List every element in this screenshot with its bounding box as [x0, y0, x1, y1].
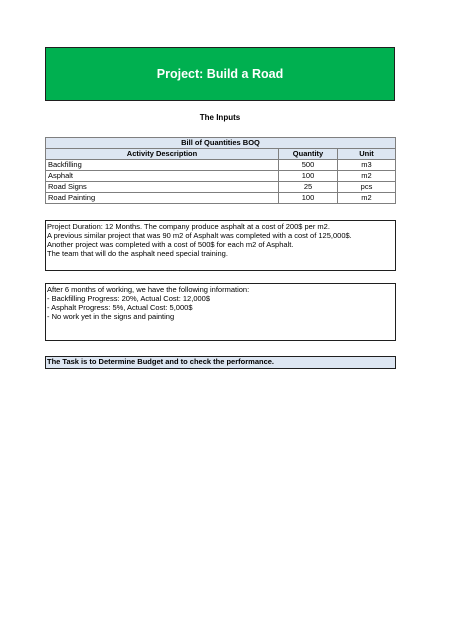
cell-quantity: 100: [279, 171, 338, 182]
header-quantity: Quantity: [279, 149, 338, 160]
table-row: [46, 182, 396, 193]
cell-activity: Road Signs: [46, 182, 279, 193]
project-info-box: [45, 220, 396, 271]
progress-line: After 6 months of working, we have the following information:: [47, 285, 250, 294]
table-row: [46, 171, 396, 182]
cell-unit: m2: [338, 171, 396, 182]
cell-activity: Backfilling: [46, 160, 279, 171]
section-subtitle: The Inputs: [199, 113, 241, 122]
progress-info-box: [45, 283, 396, 341]
progress-line: - Asphalt Progress: 5%, Actual Cost: 5,000$: [47, 303, 193, 312]
cell-activity: Asphalt: [46, 171, 279, 182]
info-line: Another project was completed with a cost of 500$ for each m2 of Asphalt.: [47, 240, 294, 249]
cell-unit: m2: [338, 193, 396, 204]
progress-line: - Backfilling Progress: 20%, Actual Cost: 12,000$: [47, 294, 211, 303]
info-line: Project Duration: 12 Months. The company produce asphalt at a cost of 200$ per m2.: [47, 222, 330, 231]
table-row: [46, 193, 396, 204]
cell-quantity: 25: [279, 182, 338, 193]
info-line: The team that will do the asphalt need special training.: [47, 249, 228, 258]
boq-table: [45, 137, 396, 204]
info-line: A previous similar project that was 90 m2 of Asphalt was completed with a cost of 125,000$.: [47, 231, 352, 240]
title-banner: [45, 47, 395, 101]
table-row: [46, 160, 396, 171]
page-title: Project: Build a Road: [156, 67, 284, 81]
header-unit: Unit: [338, 149, 396, 160]
cell-unit: m3: [338, 160, 396, 171]
header-activity: Activity Description: [46, 149, 279, 160]
cell-activity: Road Painting: [46, 193, 279, 204]
boq-caption: Bill of Quantities BOQ: [46, 138, 396, 149]
cell-quantity: 100: [279, 193, 338, 204]
progress-line: - No work yet in the signs and painting: [47, 312, 175, 321]
cell-quantity: 500: [279, 160, 338, 171]
task-statement: The Task is to Determine Budget and to check the performance.: [45, 356, 396, 369]
cell-unit: pcs: [338, 182, 396, 193]
